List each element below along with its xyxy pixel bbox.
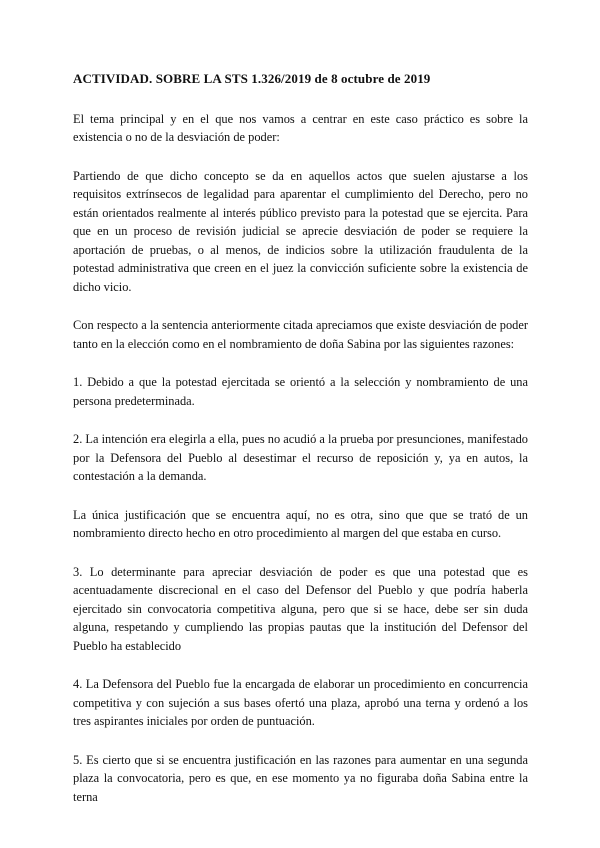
paragraph-concept: Partiendo de que dicho concepto se da en aquellos actos que suelen ajustarse a los requisitos extrínsecos de legalidad para aparentar el cumplimiento del Derecho, pero no están orientados realmente al interés público previsto para la potestad que se ejercita. Para que en un proceso de revisión judicial se aprecie desviación de poder se requiere la aportación de pruebas, o al menos, de indicios sobre la utilización fraudulenta de la potestad administrativa que creen en el juez la convicción suficiente sobre la existencia de dicho vicio. [73,168,528,294]
paragraph-reason-5: 5. Es cierto que si se encuentra justificación en las razones para aumentar en una segunda plaza la convocatoria, pero es que, en ese momento ya no figuraba doña Sabina entre la terna [73,752,528,804]
paragraph-intro: El tema principal y en el que nos vamos a centrar en este caso práctico es sobre la existencia o no de la desviación de poder: [73,111,528,144]
paragraph-reason-4: 4. La Defensora del Pueblo fue la encargada de elaborar un procedimiento en concurrencia competitiva y con sujeción a sus bases ofertó una plaza, aprobó una terna y ordenó a los tres aspirantes iniciales por orden de puntuación. [73,677,528,728]
paragraph-reasons-intro: Con respecto a la sentencia anteriormente citada apreciamos que existe desviación de poder tanto en la elección como en el nombramiento de doña Sabina por las siguientes razones: [73,318,528,351]
document-title: ACTIVIDAD. SOBRE LA STS 1.326/2019 de 8 octubre de 2019 [73,71,431,86]
paragraph-justification: La única justificación que se encuentra aquí, no es otra, sino que que se trató de un nombramiento directo hecho en otro procedimiento al margen del que estaba en curso. [73,507,528,540]
paragraph-reason-3: 3. Lo determinante para apreciar desviación de poder es que una potestad que es acentuadamente discrecional en el caso del Defensor del Pueblo y que podría haberla ejercitado sin convocatoria competitiva alguna, pero que si se hace, debe ser sin duda alguna, respetando y cumpliendo las propias pautas que la institución del Defensor del Pueblo ha establecido [73,564,528,653]
paragraph-reason-1: 1. Debido a que la potestad ejercitada se orientó a la selección y nombramiento de una persona predeterminada. [73,375,528,408]
document-page [73,70,528,826]
paragraph-reason-2: 2. La intención era elegirla a ella, pues no acudió a la prueba por presunciones, manifestado por la Defensora del Pueblo al desestimar el recurso de reposición y, ya en autos, la contestación a la demanda. [73,432,528,483]
